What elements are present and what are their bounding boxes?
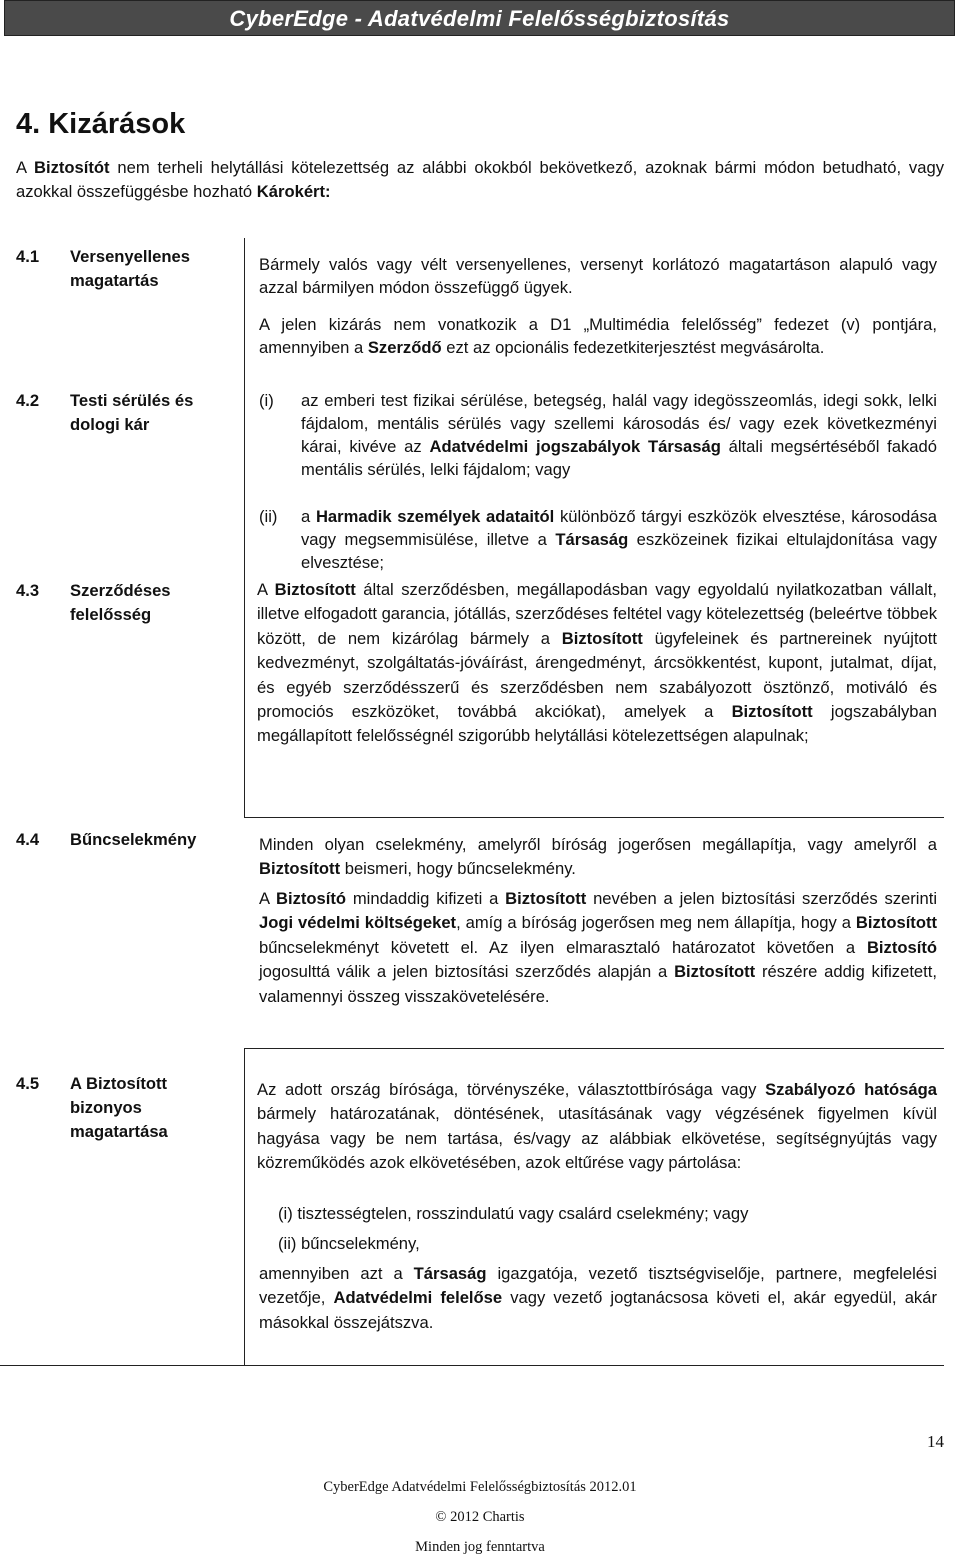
exclusion-heading: Szerződéses felelősség [70, 581, 171, 624]
section-title: 4. Kizárások [16, 108, 186, 140]
exclusion-heading: A Biztosított bizonyos magatartása [70, 1074, 168, 1141]
footer-copyright: © 2012 Chartis [435, 1509, 525, 1525]
table-divider-horizontal-2 [0, 1365, 944, 1366]
exclusion-4-4-text: Minden olyan cselekmény, amelyről bíróság jogerősen megállapítja, vagy amelyről a Biztosított beismeri, hogy bűncselekmény. [259, 835, 937, 879]
table-divider-vertical-1 [244, 238, 245, 818]
table-divider-vertical-2 [244, 1048, 245, 1366]
list-item-text: az emberi test fizikai sérülése, betegség, halál vagy idegösszeomlás, idegi sokk, lelki fájdalom, mentális sérülés vagy szellemi károsodás és/ vagy ezek következményi kárai, kivéve az Adatvédelmi jogszabályok Társaság általi megsértéséből fakadó mentális sérülés, lelki fájdalom; vagy [301, 391, 937, 479]
footer-rights: Minden jog fenntartva [415, 1539, 545, 1555]
exclusion-4-4-note: A Biztosító mindaddig kifizeti a Biztosított nevében a jelen biztosítási szerződés szerinti Jogi védelmi költségeket, amíg a bíróság jogerősen meg nem állapítja, hogy a Biztosított bűncselekményt követett el. Az ilyen elmarasztaló határozatot követően a Biztosító jogosulttá válik a jelen biztosítási szerződés alapján a Biztosított részére addig kifizetett, valamennyi összeg visszakövetelésére. [259, 889, 938, 1006]
exclusion-number: 4.1 [16, 247, 40, 266]
list-marker: (ii) [259, 507, 278, 526]
exclusion-heading: Bűncselekmény [70, 830, 197, 849]
exclusion-heading: Testi sérülés és dologi kár [70, 391, 194, 434]
exclusion-4-5-sub-ii: (ii) bűncselekmény, [278, 1234, 420, 1253]
section-intro: A Biztosítót nem terheli helytállási kötelezettség az alábbi okokból bekövetkező, azoknak bármi módon betudható, vagy azokkal összefüggésbe hozható Károkért: [16, 158, 944, 201]
exclusion-4-5-sub-i: (i) tisztességtelen, rosszindulatú vagy csalárd cselekmény; vagy [278, 1204, 749, 1223]
page-number: 14 [927, 1432, 944, 1451]
exclusion-heading: Versenyellenes magatartás [70, 247, 190, 290]
exclusion-4-5-text: Az adott ország bírósága, törvényszéke, választottbírósága vagy Szabályozó hatósága bármely határozatának, döntésének, utasításának vagy végzésének figyelmen kívül hagyása vagy be nem tartása, és/vagy az alábbiak elkövetése, segítségnyújtás vagy közreműködés azok elkövetésében, azok eltűrése vagy pártolása: [257, 1080, 938, 1173]
header-title: CyberEdge - Adatvédelmi Felelősségbiztosítás [229, 6, 730, 31]
exclusion-4-1-text: Bármely valós vagy vélt versenyellenes, versenyt korlátozó magatartáson alapuló vagy azzal bármilyen módon összefüggő ügyek. [259, 255, 937, 297]
exclusion-4-3-text: A Biztosított által szerződésben, megállapodásban vagy egyoldalú nyilatkozatban vállalt, illetve elfogadott garancia, jótállás, szerződéses feltétel vagy kötelezettség (beleértve többek között, de nem kizárólag bármely a Biztosított ügyfeleinek és partnereinek nyújtott kedvezményt, szolgáltatás-jóváírást, árengedményt, árcsökkentést, kupont, jutalmat, díjat, és egyéb szerződésszerű és szerződésben nem szabályozott ösztönző, motiváló és promociós eszközöket, továbbá akciókat), amelyek a Biztosított jogszabályban megállapított felelősségnél szigorúbb helytállási kötelezettségen alapulnak; [257, 580, 938, 746]
exclusion-4-1-note: A jelen kizárás nem vonatkozik a D1 „Multimédia felelősség” fedezet (v) pontjára, amennyiben a Szerződő ezt az opcionális fedezetkiterjesztést megvásárolta. [259, 315, 937, 357]
exclusion-number: 4.3 [16, 581, 40, 600]
list-marker: (i) [259, 391, 274, 410]
exclusion-number: 4.2 [16, 391, 40, 410]
exclusion-4-5-note: amennyiben azt a Társaság igazgatója, vezető tisztségviselője, partnere, megfelelési vezetője, Adatvédelmi felelőse vagy vezető jogtanácsosa követi el, akár egyedül, akár másokkal összejátszva. [259, 1264, 937, 1332]
exclusion-number: 4.4 [16, 830, 40, 849]
table-divider-horizontal-3 [244, 1048, 944, 1049]
table-divider-horizontal-1 [244, 817, 944, 818]
list-item-text: a Harmadik személyek adataitól különböző tárgyi eszközök elvesztése, károsodása vagy megsemmisülése, illetve a Társaság eszközeinek fizikai eltulajdonítása vagy elvesztése; [301, 507, 937, 572]
document-header-banner [4, 0, 955, 36]
exclusion-number: 4.5 [16, 1074, 40, 1093]
footer-document-title: CyberEdge Adatvédelmi Felelősségbiztosítás 2012.01 [323, 1479, 637, 1495]
